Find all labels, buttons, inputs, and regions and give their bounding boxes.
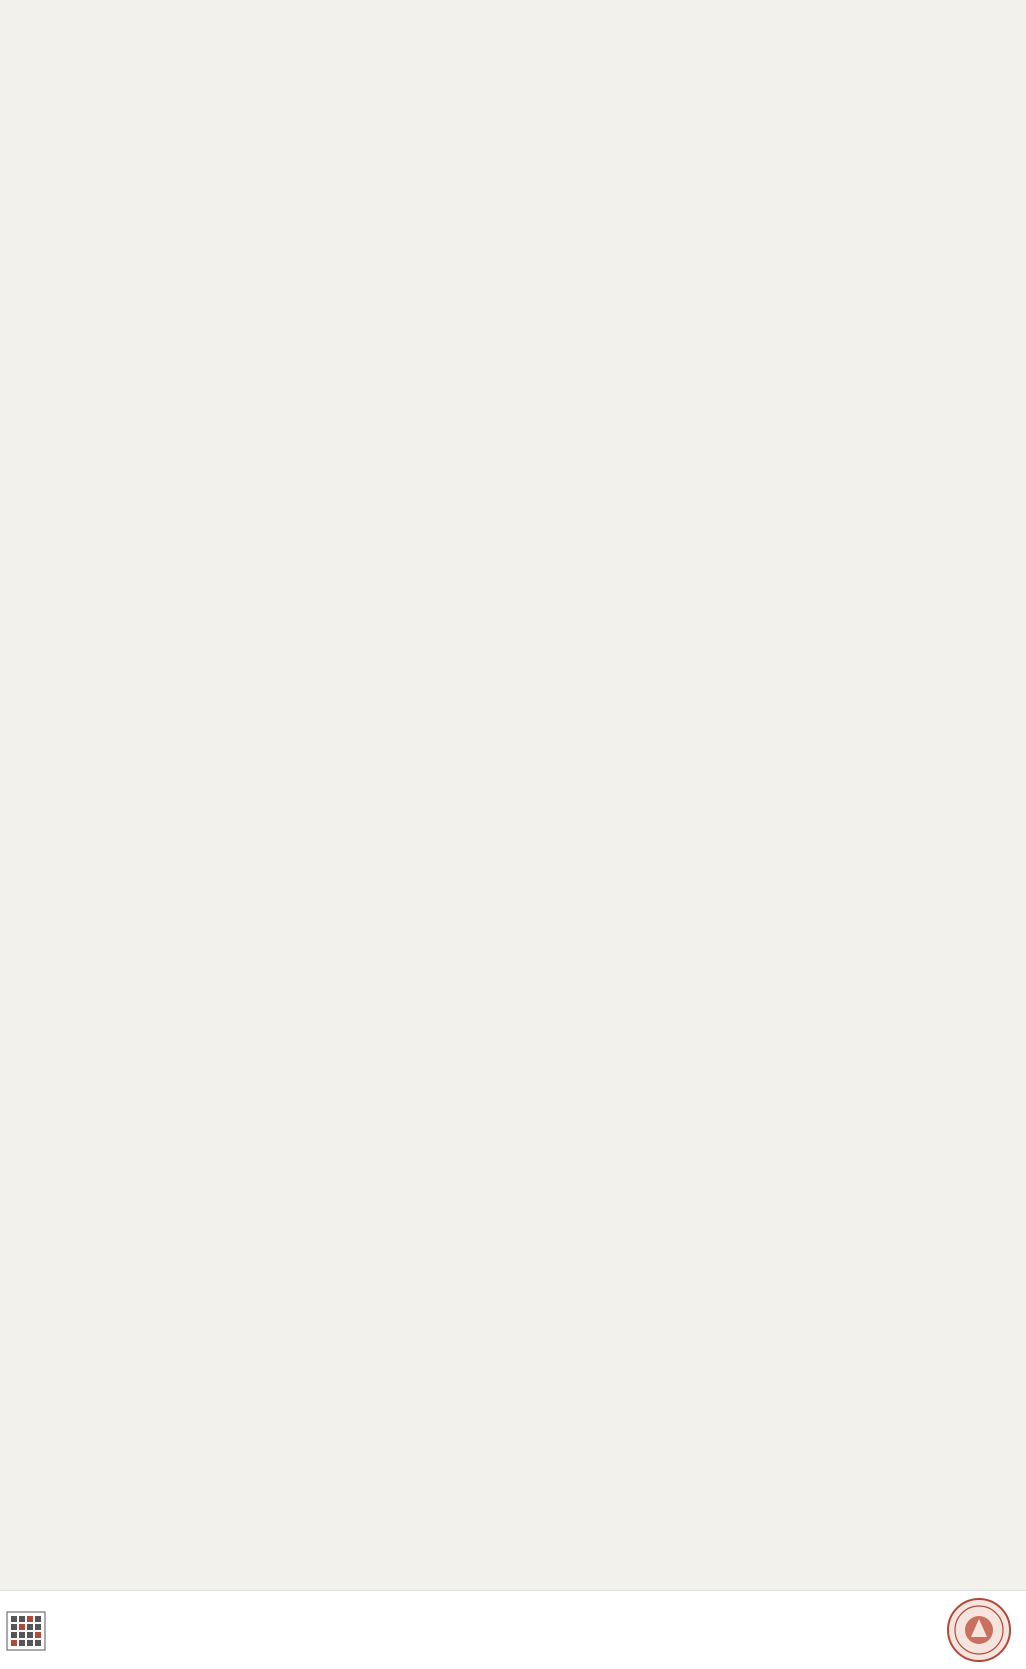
library-emblem-icon <box>6 1611 46 1651</box>
university-seal-icon <box>946 1597 1012 1663</box>
running-head <box>100 16 960 50</box>
viewer-footer <box>0 1590 1026 1669</box>
sponsor-credit <box>795 1599 925 1607</box>
library-logo[interactable] <box>6 1609 131 1653</box>
